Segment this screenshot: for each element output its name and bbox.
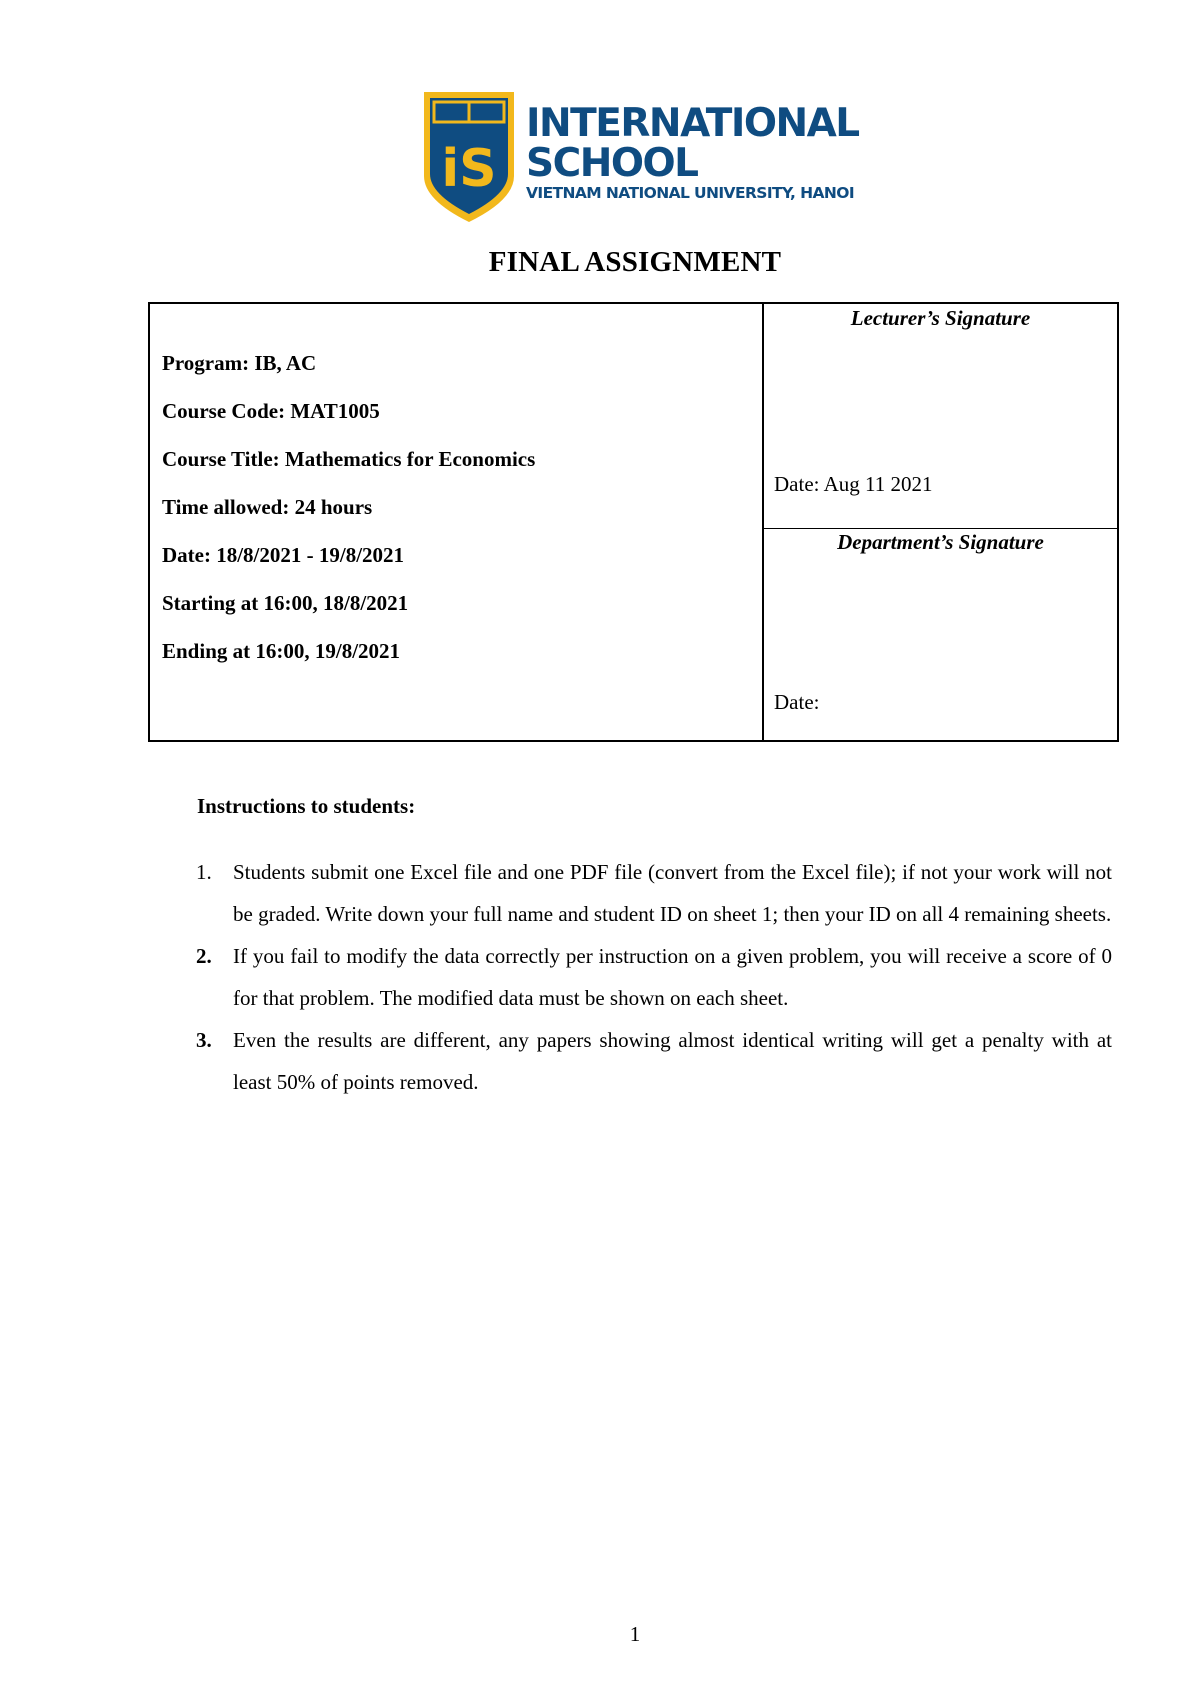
list-item [196, 935, 1112, 1019]
logo-line-university: VIETNAM NATIONAL UNIVERSITY, HANOI [526, 184, 855, 202]
item-text: Even the results are different, any papers showing almost identical writing will get a penalty with at least 50% of points removed. [233, 1028, 1112, 1094]
date-range-line: Date: 18/8/2021 - 19/8/2021 [162, 543, 405, 567]
logo-line-international: INTERNATIONAL [526, 101, 859, 146]
course-info-list [162, 350, 535, 686]
start-time-line: Starting at 16:00, 18/8/2021 [162, 591, 409, 615]
end-time-line: Ending at 16:00, 19/8/2021 [162, 639, 401, 663]
item-text: Students submit one Excel file and one PDF file (convert from the Excel file); if not your work will not be graded. Write down your full name and student ID on sheet 1; then your ID on all 4 remaining sheets. [233, 860, 1112, 926]
item-number: 3. [196, 1028, 212, 1052]
page-number: 1 [629, 1622, 641, 1646]
item-number: 2. [196, 944, 212, 968]
lecturer-signature-label: Lecturer’s Signature [850, 306, 1031, 330]
logo-line-school: SCHOOL [526, 141, 698, 186]
course-title-line: Course Title: Mathematics for Economics [162, 447, 536, 471]
lecturer-signature-date: Date: Aug 11 2021 [774, 472, 933, 496]
table-divider-horizontal [764, 528, 1117, 529]
list-item [196, 851, 1112, 935]
school-logo [420, 88, 870, 226]
program-line: Program: IB, AC [162, 351, 317, 375]
page-title: FINAL ASSIGNMENT [488, 246, 782, 278]
instructions-list [196, 851, 1112, 1103]
table-divider-vertical [762, 304, 764, 740]
exam-info-table [148, 302, 1119, 742]
list-item [196, 1019, 1112, 1103]
department-signature-label: Department’s Signature [837, 530, 1044, 554]
school-shield-icon [420, 88, 518, 226]
department-signature-date: Date: [774, 690, 820, 714]
instructions-heading: Instructions to students: [197, 794, 416, 818]
item-number: 1. [196, 860, 212, 884]
svg-text:iS: iS [441, 139, 497, 199]
course-code-line: Course Code: MAT1005 [162, 399, 380, 423]
time-allowed-line: Time allowed: 24 hours [162, 495, 373, 519]
item-text: If you fail to modify the data correctly per instruction on a given problem, you will receive a score of 0 for that problem. The modified data must be shown on each sheet. [233, 944, 1112, 1010]
